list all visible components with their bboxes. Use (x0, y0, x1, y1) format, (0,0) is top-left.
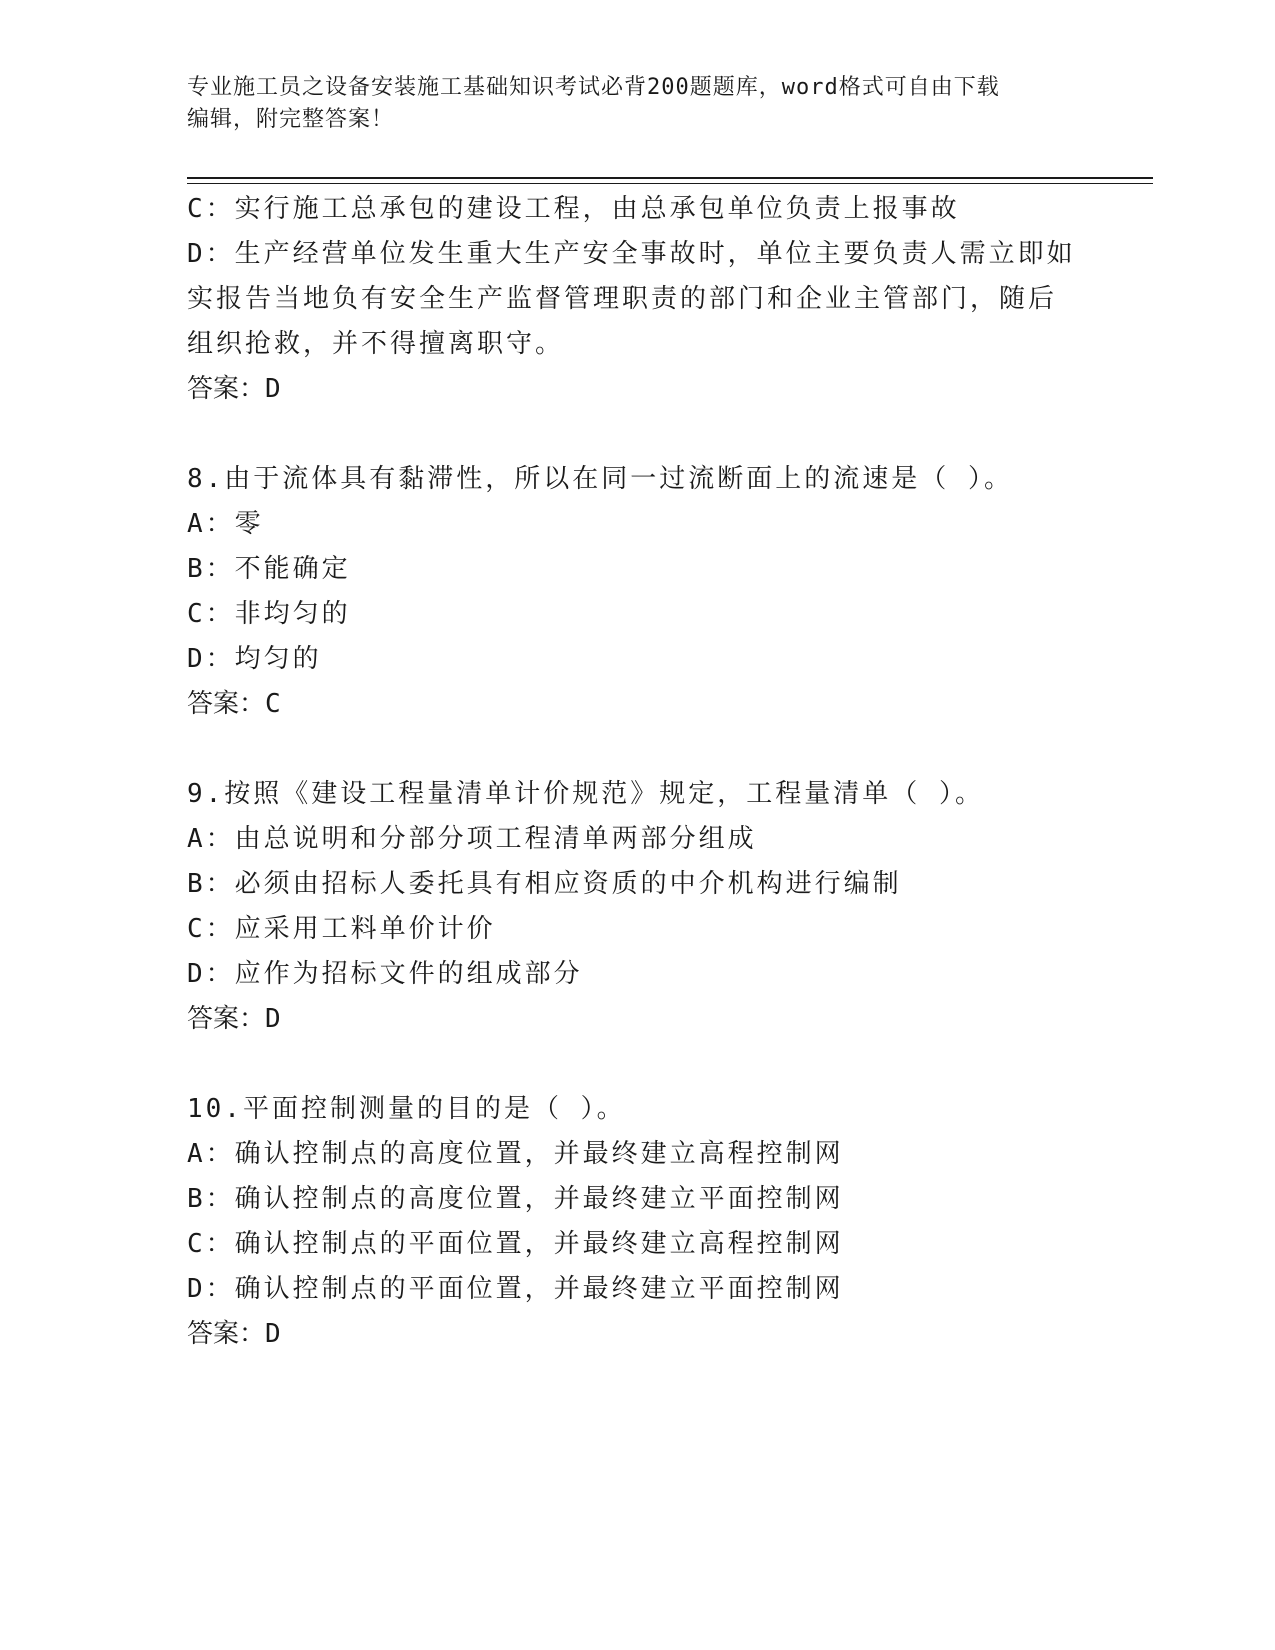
option-d-line-3: 组织抢救，并不得擅离职守。 (187, 329, 565, 359)
document-header (187, 72, 1087, 136)
answer-line: 答案：D (187, 374, 281, 404)
option-b: B：确认控制点的高度位置，并最终建立平面控制网 (187, 1184, 844, 1214)
option-d: D：确认控制点的平面位置，并最终建立平面控制网 (187, 1274, 844, 1304)
option-a: A：零 (187, 509, 264, 539)
answer-line: 答案：D (187, 1004, 281, 1034)
option-d-line-2: 实报告当地负有安全生产监督管理职责的部门和企业主管部门，随后 (187, 284, 1058, 314)
option-c: C：实行施工总承包的建设工程，由总承包单位负责上报事故 (187, 194, 960, 224)
header-divider (187, 177, 1153, 184)
question-text: 10.平面控制测量的目的是（ ）。 (187, 1094, 626, 1124)
option-c: C：确认控制点的平面位置，并最终建立高程控制网 (187, 1229, 844, 1259)
header-title-line-1: 专业施工员之设备安装施工基础知识考试必背200题题库，word格式可自由下载 (187, 75, 1000, 100)
option-d-line-1: D：生产经营单位发生重大生产安全事故时，单位主要负责人需立即如 (187, 239, 1076, 269)
answer-line: 答案：D (187, 1319, 281, 1349)
question-text: 8.由于流体具有黏滞性，所以在同一过流断面上的流速是（ ）。 (187, 464, 1013, 494)
answer-line: 答案：C (187, 689, 281, 719)
question-text: 9.按照《建设工程量清单计价规范》规定，工程量清单（ ）。 (187, 779, 984, 809)
option-c: C：应采用工料单价计价 (187, 914, 496, 944)
option-b: B：不能确定 (187, 554, 351, 584)
option-b: B：必须由招标人委托具有相应资质的中介机构进行编制 (187, 869, 902, 899)
option-a: A：由总说明和分部分项工程清单两部分组成 (187, 824, 757, 854)
header-title-line-2: 编辑，附完整答案！ (187, 107, 395, 132)
option-d: D：应作为招标文件的组成部分 (187, 959, 583, 989)
option-d: D：均匀的 (187, 644, 322, 674)
option-c: C：非均匀的 (187, 599, 351, 629)
option-a: A：确认控制点的高度位置，并最终建立高程控制网 (187, 1139, 844, 1169)
